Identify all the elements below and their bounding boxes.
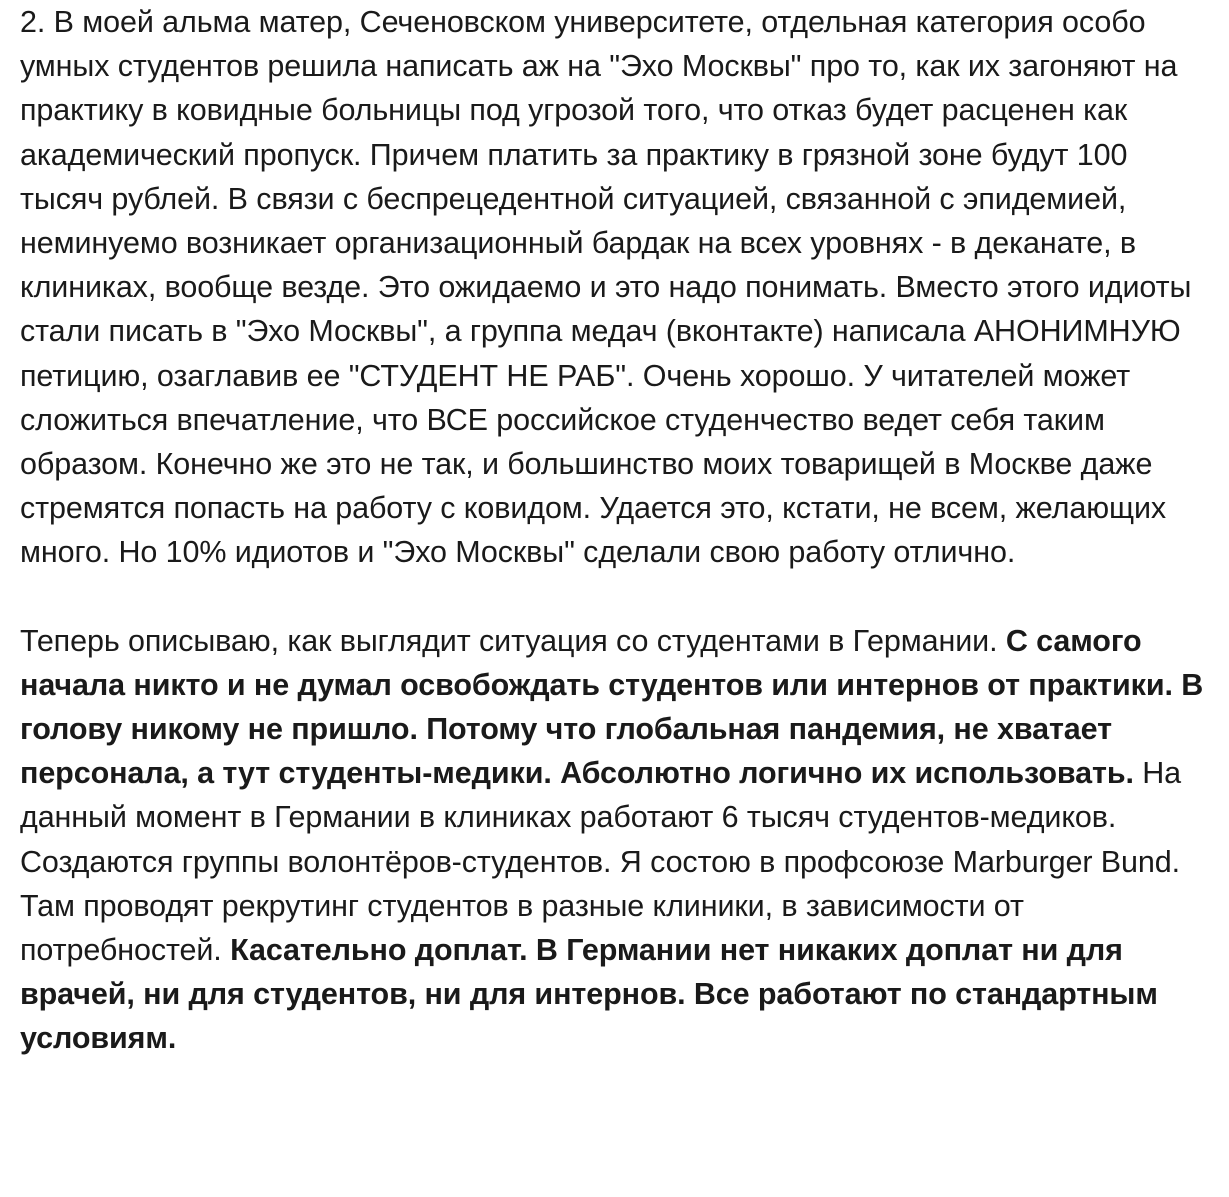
paragraph-2 xyxy=(20,619,1215,1061)
paragraph-2-intro-text: Теперь описываю, как выглядит ситуация со студентами в Германии. xyxy=(20,623,1006,658)
document-page xyxy=(20,0,1215,1061)
paragraph-2-bold-text-2: Касательно доплат. В Германии нет никаких доплат ни для врачей, ни для студентов, ни для интернов. Все работают по стандартным условиям. xyxy=(20,933,1158,1056)
paragraph-gap xyxy=(20,575,1215,619)
paragraph-2-regular-text: На данный момент в Германии в клиниках работают 6 тысяч студентов-медиков. Создаются группы волонтёров-студентов. Я состою в профсоюзе Marburger Bund. Там проводят рекрутинг студентов в разные клиники, в зависимости от потребностей. xyxy=(20,756,1182,968)
paragraph-1-text: 2. В моей альма матер, Сеченовском университете, отдельная категория особо умных студентов решила написать аж на "Эхо Москвы" про то, как их загоняют на практику в ковидные больницы под угрозой того, что отказ будет расценен как академический пропуск. Причем платить за практику в грязной зоне будут 100 тысяч рублей. В связи с беспрецедентной ситуацией, связанной с эпидемией, неминуемо возникает организационный бардак на всех уровнях - в деканате, в клиниках, вообще везде. Это ожидаемо и это надо понимать. Вместо этого идиоты стали писать в "Эхо Москвы", а группа медач (вконтакте) написала АНОНИМНУЮ петицию, озаглавив ее "СТУДЕНТ НЕ РАБ". Очень хорошо. У читателей может сложиться впечатление, что ВСЕ российское студенчество ведет себя таким образом. Конечно же это не так, и большинство моих товарищей в Москве даже стремятся попасть на работу с ковидом. Удается это, кстати, не всем, желающих много. Но 10% идиотов и "Эхо Москвы" сделали свою работу отлично. xyxy=(20,5,1192,570)
paragraph-2-bold-text-1: С самого начала никто и не думал освобождать студентов или интернов от практики. В голову никому не пришло. Потому что глобальная пандемия, не хватает персонала, а тут студенты-медики. Абсолютно логично их использовать. xyxy=(20,623,1204,791)
paragraph-1 xyxy=(20,0,1215,575)
